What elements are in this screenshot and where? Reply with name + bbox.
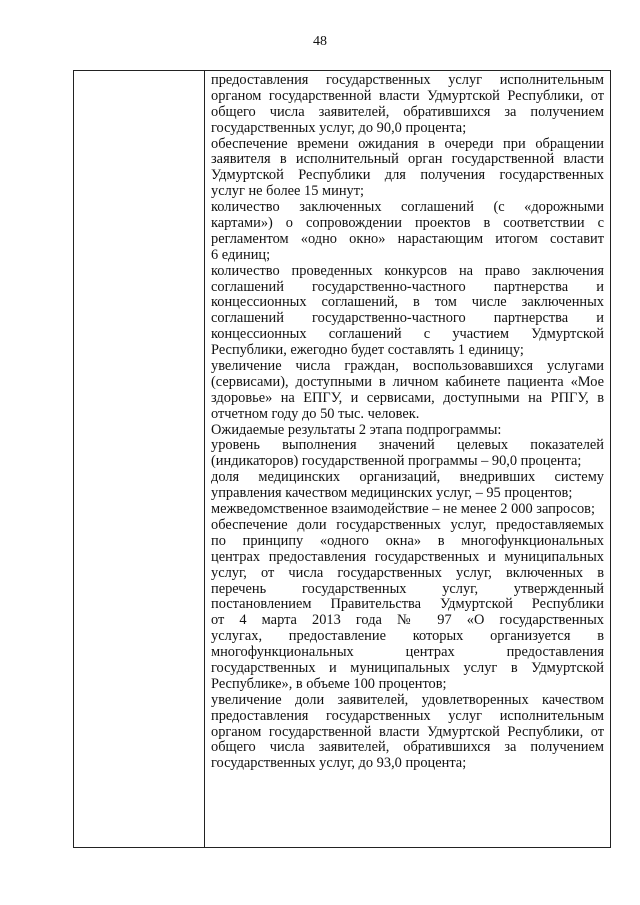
table-left-column (74, 71, 205, 847)
text-line: услуг не более 15 минут; (211, 183, 365, 200)
text-line: (сервисами), доступными в личном кабинете пациента «Мое (211, 373, 604, 390)
text-line: по принципу «одного окна» в многофункциональных (211, 532, 604, 549)
text-line: многофункциональных центрах предоставления (211, 644, 604, 661)
text-line: предоставления государственных услуг исполнительным (211, 72, 604, 88)
text-line: общего числа заявителей, обратившихся за получением (211, 739, 604, 756)
text-line: от 4 марта 2013 года № 97 «О государственных (211, 612, 604, 629)
text-line: органом государственной власти Удмуртской Республики, от (211, 87, 604, 104)
text-line: регламентом «одно окно» нарастающим итогом составит (211, 230, 604, 247)
text-line: обеспечение доли государственных услуг, предоставляемых (211, 516, 604, 533)
text-line: государственных услуг, до 93,0 процента; (211, 755, 467, 772)
text-line: Республике», в объеме 100 процентов; (211, 675, 447, 692)
text-line: Ожидаемые результаты 2 этапа подпрограммы: (211, 421, 502, 438)
text-line: услуг, от числа государственных услуг, включенных в (211, 564, 604, 581)
text-line: перечень государственных услуг, утвержденный (211, 580, 604, 597)
text-line: картами») о сопровождении проектов в соответствии с (211, 215, 604, 232)
text-line: концессионных соглашений с участием Удмуртской (211, 326, 604, 343)
text-line: уровень выполнения значений целевых показателей (211, 437, 604, 454)
text-line: здоровье» на ЕПГУ, и сервисами, доступными на РПГУ, в (211, 389, 604, 406)
document-table (73, 70, 611, 848)
text-line: количество проведенных конкурсов на право заключения (211, 262, 604, 279)
text-line: центрах предоставления государственных и муниципальных (211, 548, 604, 565)
table-right-column-text (205, 71, 610, 847)
text-line: межведомственное взаимодействие – не менее 2 000 запросов; (211, 501, 595, 518)
text-line: органом государственной власти Удмуртской Республики, от (211, 723, 604, 740)
text-line: (индикаторов) государственной программы – 90,0 процента; (211, 453, 582, 470)
text-line: управления качеством медицинских услуг, – 95 процентов; (211, 485, 573, 502)
text-line: Республики, ежегодно будет составлять 1 единицу; (211, 342, 524, 359)
text-line: заявителя в исполнительный орган государственной власти (211, 151, 604, 168)
text-line: услугах, предоставление которых организуется в (211, 628, 604, 645)
text-line: общего числа заявителей, обратившихся за получением (211, 103, 604, 120)
text-line: соглашений государственно-частного партнерства и (211, 278, 604, 295)
text-line: увеличение доли заявителей, удовлетворенных качеством (211, 691, 604, 708)
text-line: постановлением Правительства Удмуртской Республики (211, 596, 604, 613)
text-line: увеличение числа граждан, воспользовавшихся услугами (211, 358, 604, 375)
text-line: количество заключенных соглашений (с «дорожными (211, 199, 604, 216)
text-line: государственных и муниципальных услуг в Удмуртской (211, 659, 604, 676)
text-line: концессионных соглашений, в том числе заключенных (211, 294, 604, 311)
text-line: 6 единиц; (211, 246, 271, 263)
text-line: отчетном году до 50 тыс. человек. (211, 405, 420, 422)
text-line: Удмуртской Республики для получения государственных (211, 167, 604, 184)
text-line: соглашений государственно-частного партнерства и (211, 310, 604, 327)
text-line: предоставления государственных услуг исполнительным (211, 707, 604, 724)
text-line: доля медицинских организаций, внедривших систему (211, 469, 604, 486)
page-number: 48 (313, 34, 327, 49)
text-line: обеспечение времени ожидания в очереди при обращении (211, 135, 604, 152)
text-line: государственных услуг, до 90,0 процента; (211, 119, 467, 136)
